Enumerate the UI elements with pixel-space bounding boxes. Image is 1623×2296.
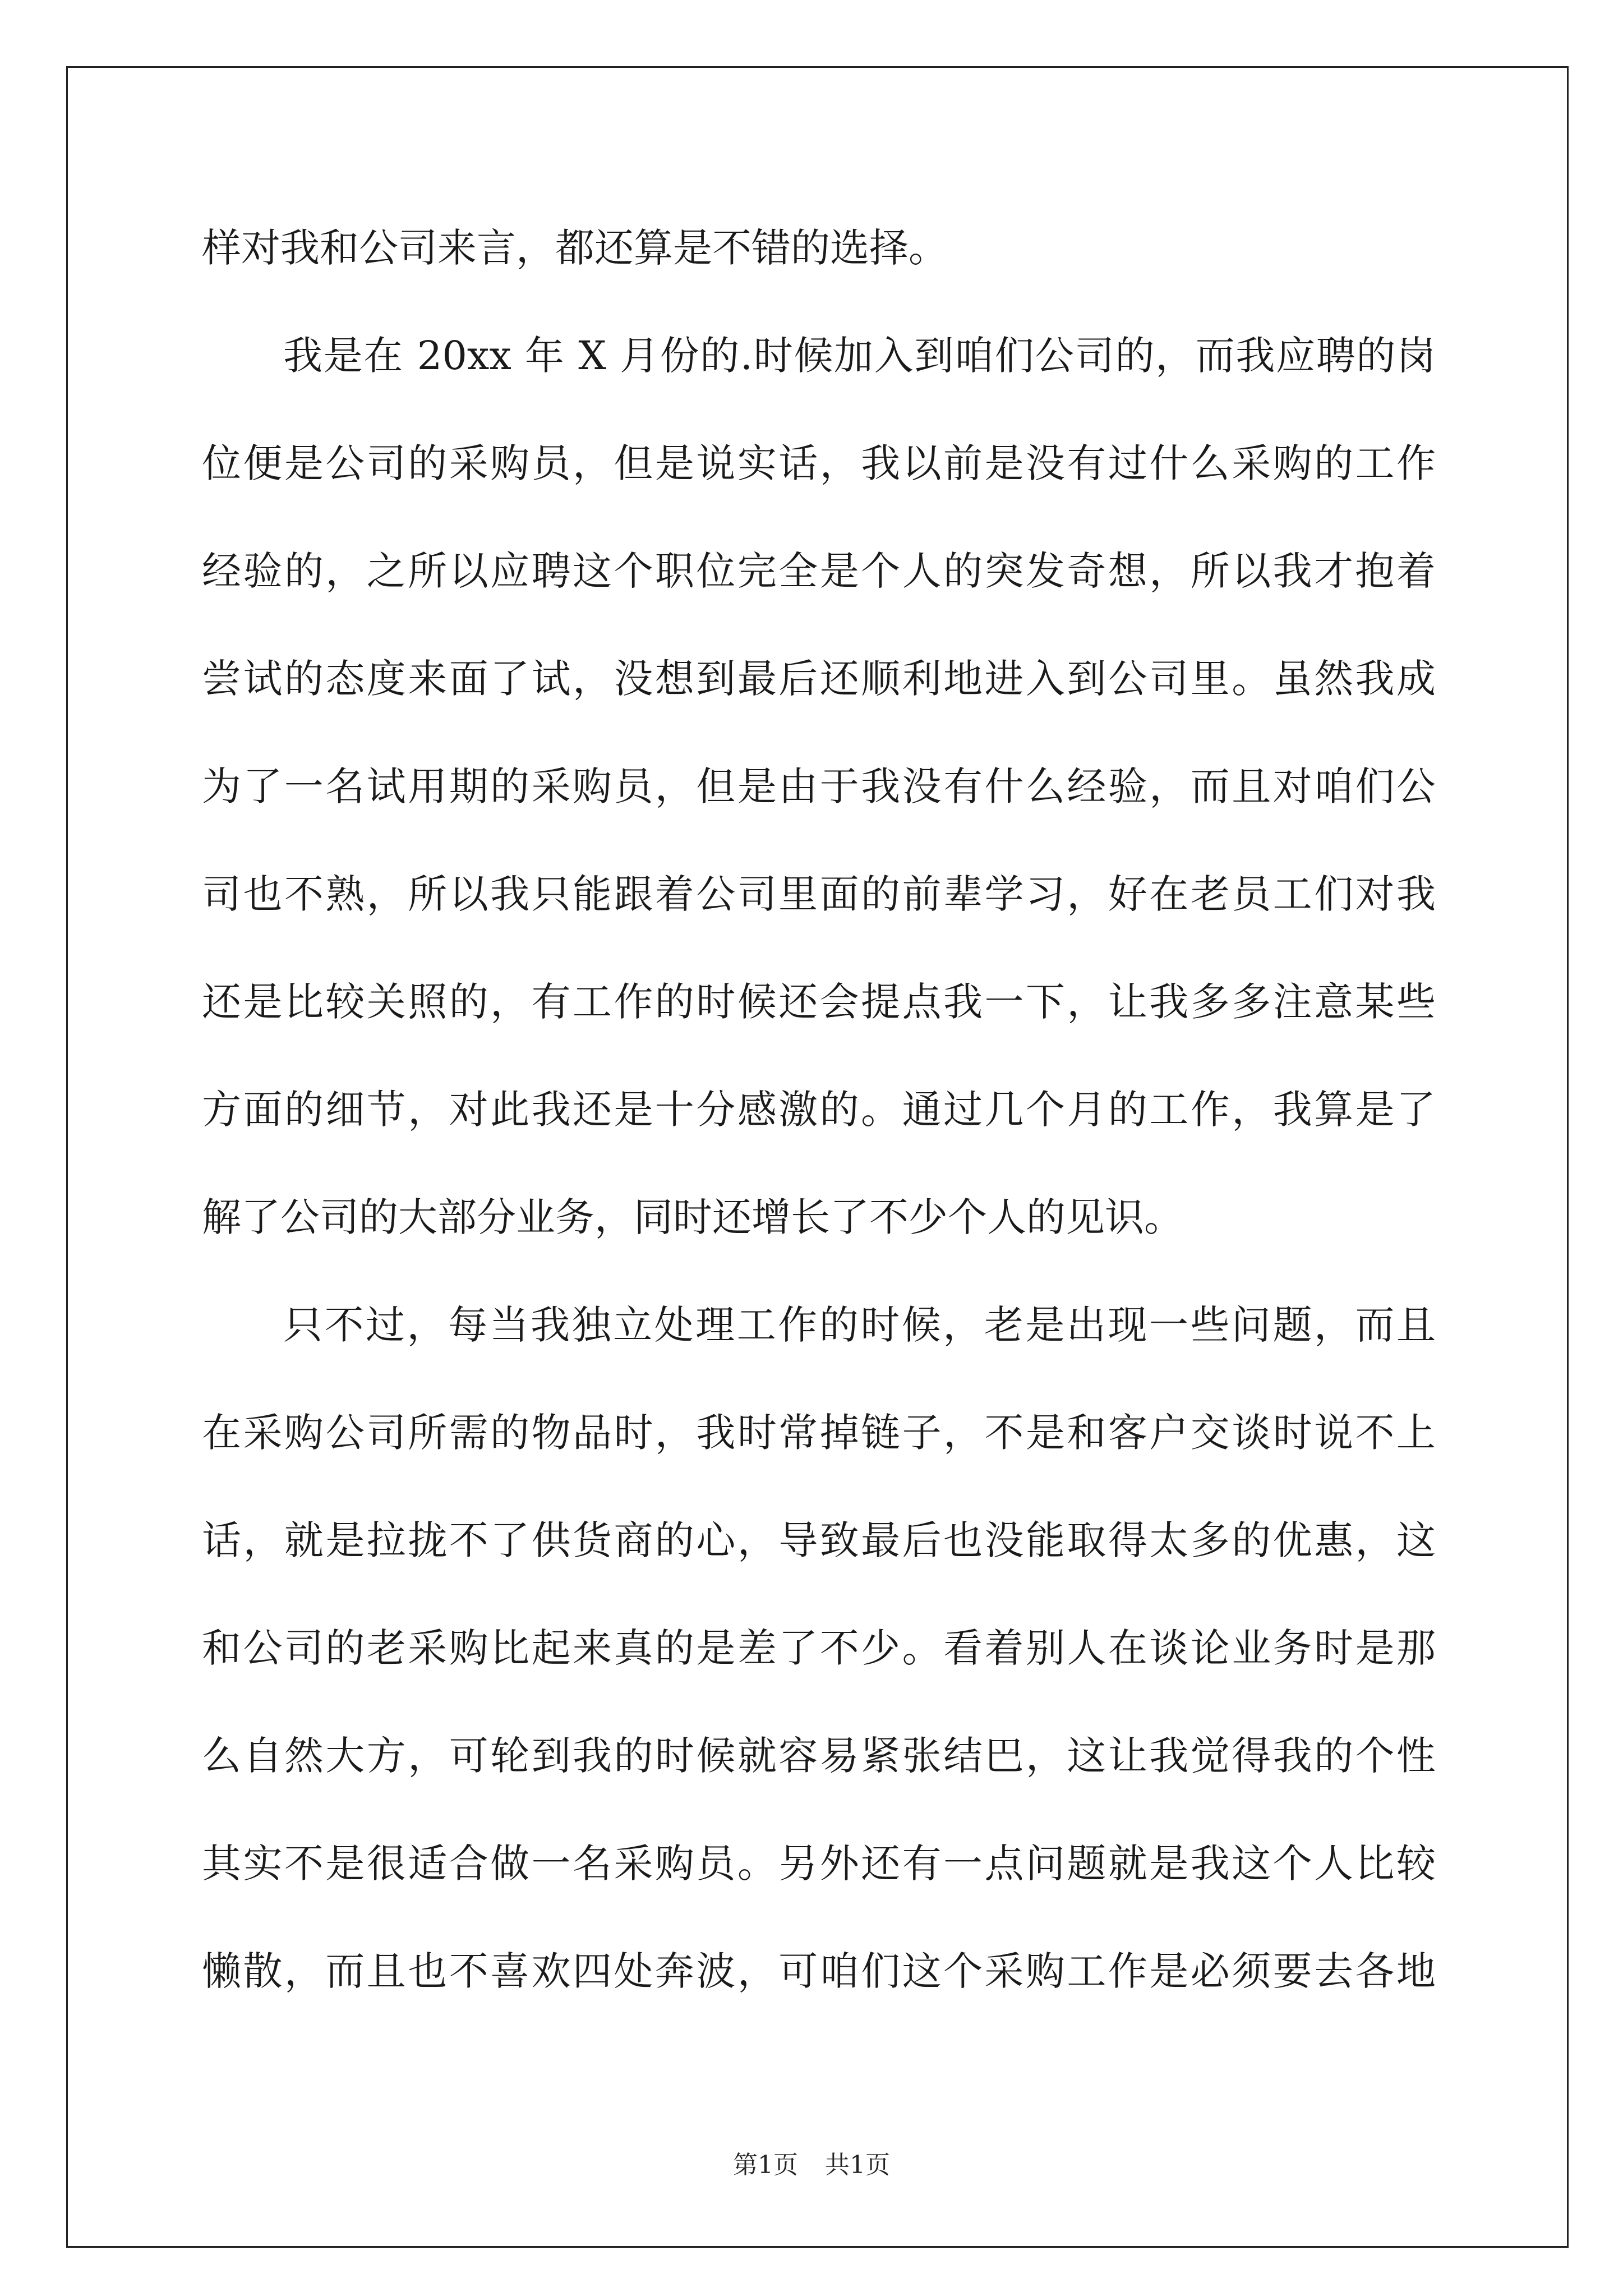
text-line: 尝试的态度来面了试，没想到最后还顺利地进入到公司里。虽然我成	[202, 656, 1436, 702]
document-body	[202, 194, 1436, 2025]
text-line: 方面的细节，对此我还是十分感激的。通过几个月的工作，我算是了	[202, 1087, 1436, 1133]
text-line: 懒散，而且也不喜欢四处奔波，可咱们这个采购工作是必须要去各地	[202, 1948, 1436, 1994]
text-line: 在采购公司所需的物品时，我时常掉链子，不是和客户交谈时说不上	[202, 1410, 1436, 1456]
text-line: 其实不是很适合做一名采购员。另外还有一点问题就是我这个人比较	[202, 1841, 1436, 1887]
text-line: 样对我和公司来言，都还算是不错的选择。	[202, 225, 948, 271]
page-number: 第1页	[733, 2151, 798, 2179]
text-line: 话，就是拉拢不了供货商的心，导致最后也没能取得太多的优惠，这	[202, 1517, 1436, 1563]
text-line: 和公司的老采购比起来真的是差了不少。看着别人在谈论业务时是那	[202, 1625, 1436, 1671]
page-footer	[0, 2148, 1623, 2182]
text-line: 么自然大方，可轮到我的时候就容易紧张结巴，这让我觉得我的个性	[202, 1733, 1436, 1779]
text-line: 只不过，每当我独立处理工作的时候，老是出现一些问题，而且	[283, 1302, 1436, 1348]
text-line: 解了公司的大部分业务，同时还增长了不少个人的见识。	[202, 1194, 1183, 1240]
text-line: 为了一名试用期的采购员，但是由于我没有什么经验，而且对咱们公	[202, 763, 1436, 809]
text-line: 还是比较关照的，有工作的时候还会提点我一下，让我多多注意某些	[202, 979, 1436, 1025]
text-line: 位便是公司的采购员，但是说实话，我以前是没有过什么采购的工作	[202, 440, 1436, 486]
text-line: 经验的，之所以应聘这个职位完全是个人的突发奇想，所以我才抱着	[202, 548, 1436, 594]
text-line: 司也不熟，所以我只能跟着公司里面的前辈学习，好在老员工们对我	[202, 871, 1436, 917]
text-line: 我是在 20xx 年 X 月份的.时候加入到咱们公司的，而我应聘的岗	[283, 333, 1436, 379]
page-total: 共1页	[825, 2151, 890, 2179]
